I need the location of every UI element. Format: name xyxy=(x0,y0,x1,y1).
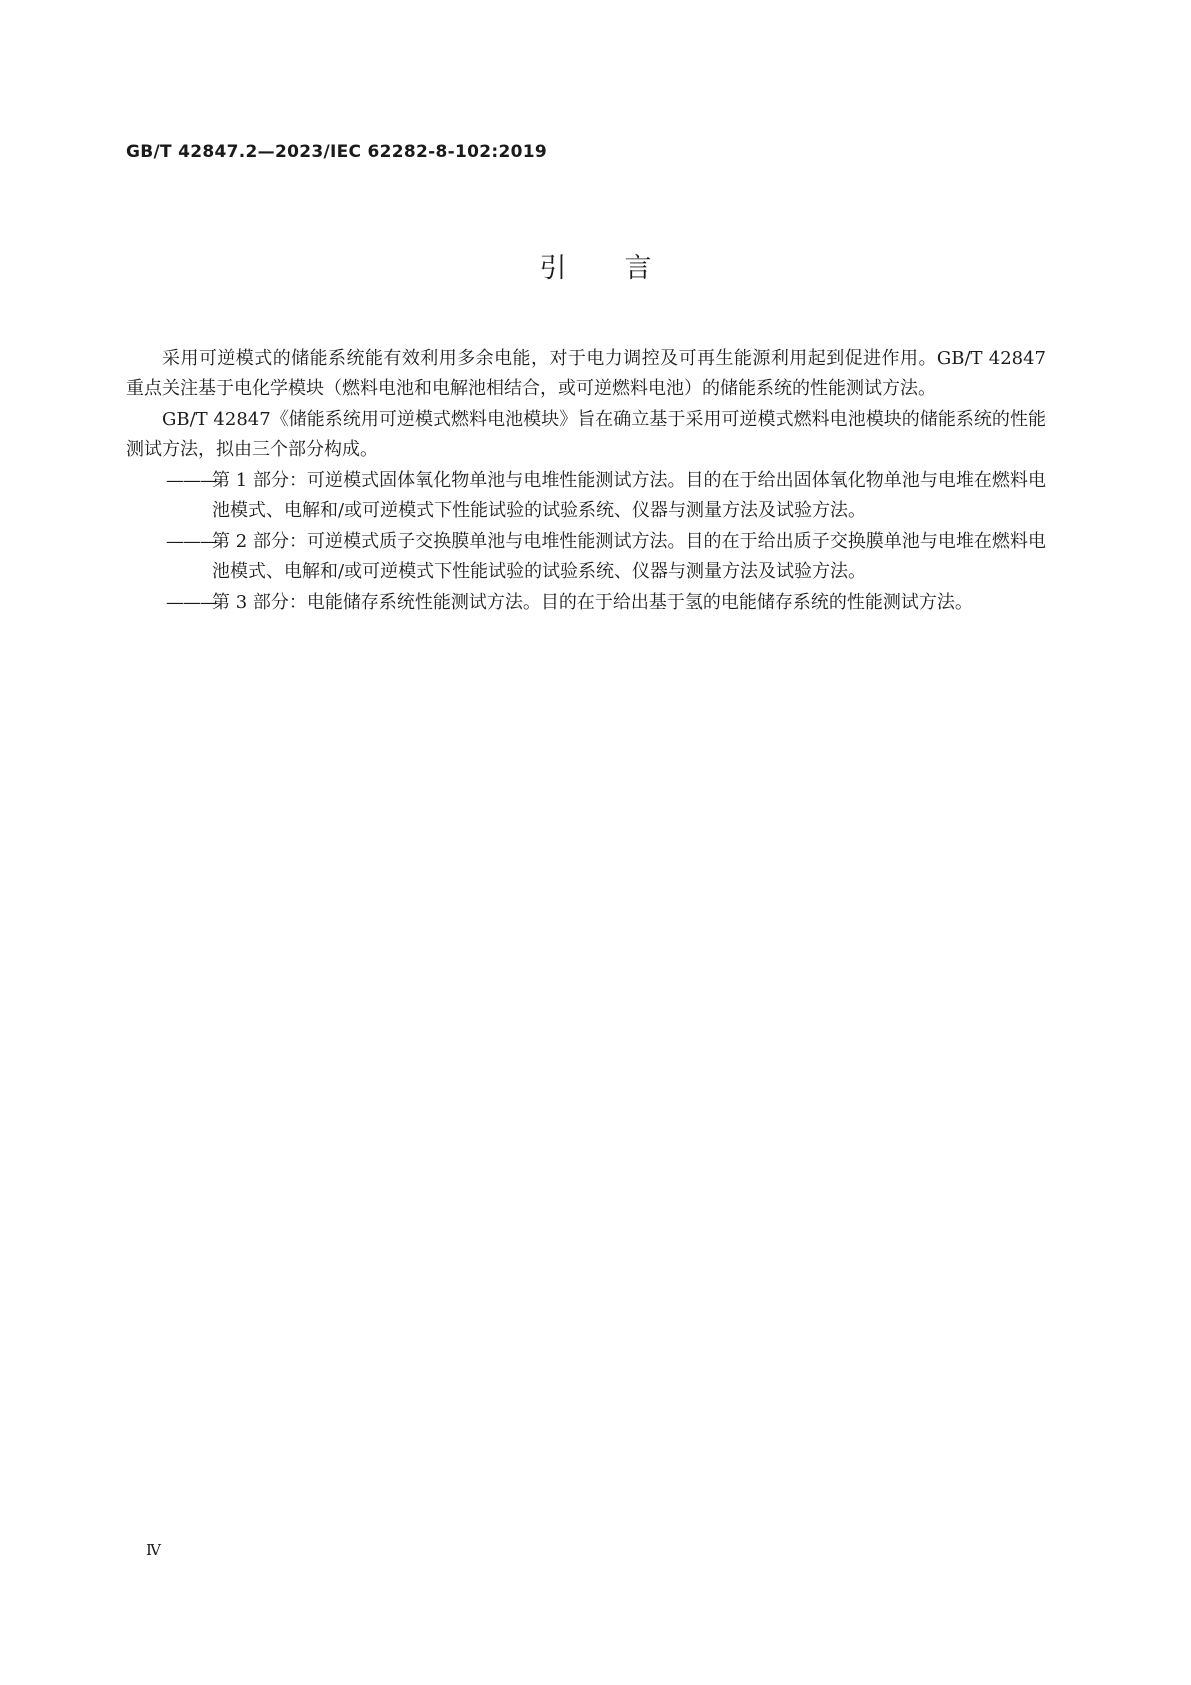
paragraph: 采用可逆模式的储能系统能有效利用多余电能，对于电力调控及可再生能源利用起到促进作用。GB/T 42847 重点关注基于电化学模块（燃料电池和电解池相结合，或可逆燃料电池）的储能系统的性能测试方法。 xyxy=(126,348,1046,399)
page-title: 引言 xyxy=(539,253,710,284)
list-item xyxy=(126,527,1046,587)
page-number: Ⅳ xyxy=(146,1541,161,1559)
list-dash: ——— xyxy=(166,470,217,491)
iec-code: /IEC 62282-8-102:2019 xyxy=(323,142,548,162)
list-item xyxy=(126,466,1046,526)
standard-code-header xyxy=(126,142,547,162)
paragraph: GB/T 42847《储能系统用可逆模式燃料电池模块》旨在确立基于采用可逆模式燃料电池模块的储能系统的性能测试方法，拟由三个部分构成。 xyxy=(126,409,1046,460)
list-item xyxy=(126,588,1046,618)
list-item-text: 第 3 部分：电能储存系统性能测试方法。目的在于给出基于氢的电能储存系统的性能测试方法。 xyxy=(212,592,973,613)
standard-code: GB/T 42847.2—2023 xyxy=(126,142,324,162)
list-dash: ——— xyxy=(166,592,217,613)
list-item-text: 第 1 部分：可逆模式固体氧化物单池与电堆性能测试方法。目的在于给出固体氧化物单池与电堆在燃料电池模式、电解和/或可逆模式下性能试验的试验系统、仪器与测量方法及试验方法。 xyxy=(212,470,1046,521)
document-body xyxy=(126,344,1046,619)
list-dash: ——— xyxy=(166,531,217,552)
list-item-text: 第 2 部分：可逆模式质子交换膜单池与电堆性能测试方法。目的在于给出质子交换膜单池与电堆在燃料电池模式、电解和/或可逆模式下性能试验的试验系统、仪器与测量方法及试验方法。 xyxy=(212,531,1046,582)
